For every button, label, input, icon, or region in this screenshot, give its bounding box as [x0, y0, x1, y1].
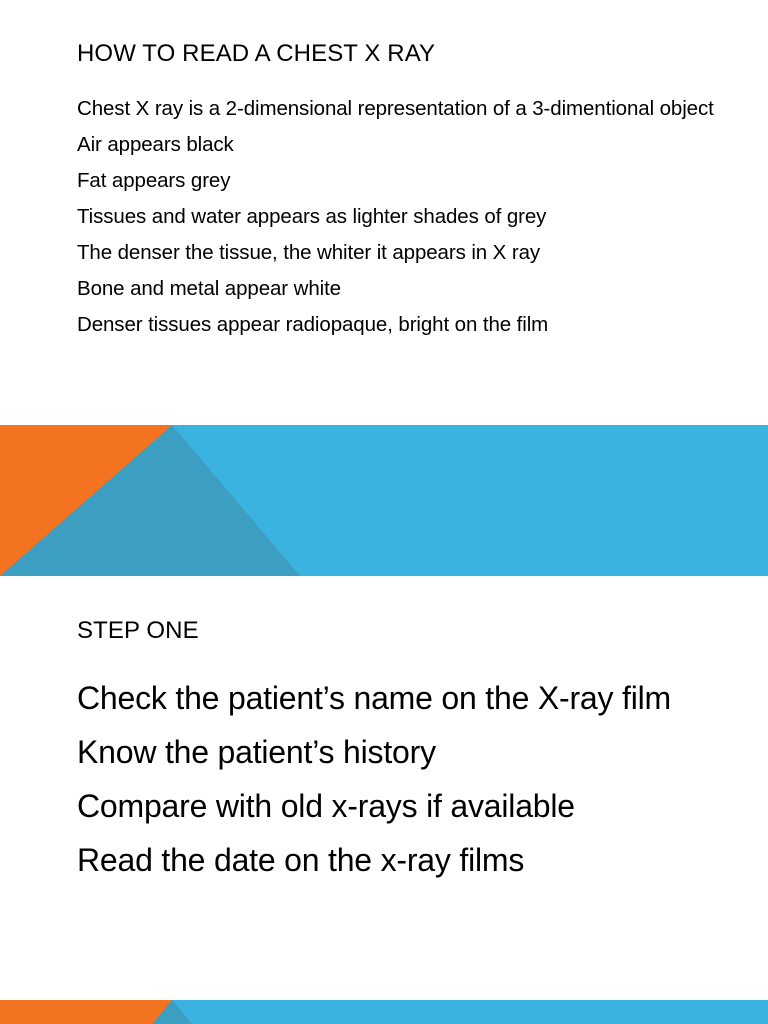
slide-1-bullet: Tissues and water appears as lighter shades of grey	[77, 205, 547, 228]
slide-divider-banner-bottom	[0, 1000, 768, 1024]
banner-graphic-bottom	[0, 1000, 768, 1024]
slide-2-bullet-list	[77, 675, 728, 891]
slide-1-bullet: Chest X ray is a 2-dimensional representation of a 3-dimentional object	[77, 97, 714, 120]
slide-1-bullet: Bone and metal appear white	[77, 277, 341, 300]
slide-2-title: STEP ONE	[77, 617, 199, 644]
slide-1-bullet: The denser the tissue, the whiter it appears in X ray	[77, 241, 541, 264]
slide-2-bullet: Compare with old x-rays if available	[77, 788, 575, 824]
slide-divider-banner	[0, 425, 768, 576]
slide-2-bullet: Read the date on the x-ray films	[77, 842, 525, 878]
slide-2-bullet: Know the patient’s history	[77, 734, 436, 770]
slide-1-title: HOW TO READ A CHEST X RAY	[77, 40, 436, 67]
slide-1-bullet: Fat appears grey	[77, 169, 231, 192]
slide-2-bullet: Check the patient’s name on the X-ray film	[77, 680, 671, 716]
slide-2	[0, 576, 768, 1001]
slide-1-bullet: Denser tissues appear radiopaque, bright on the film	[77, 313, 549, 336]
slide-1-bullet: Air appears black	[77, 133, 234, 156]
banner-bottom-orange-shape	[0, 1000, 172, 1024]
slide-1	[0, 0, 768, 425]
banner-graphic	[0, 425, 768, 576]
slide-1-bullet-list	[77, 95, 728, 347]
